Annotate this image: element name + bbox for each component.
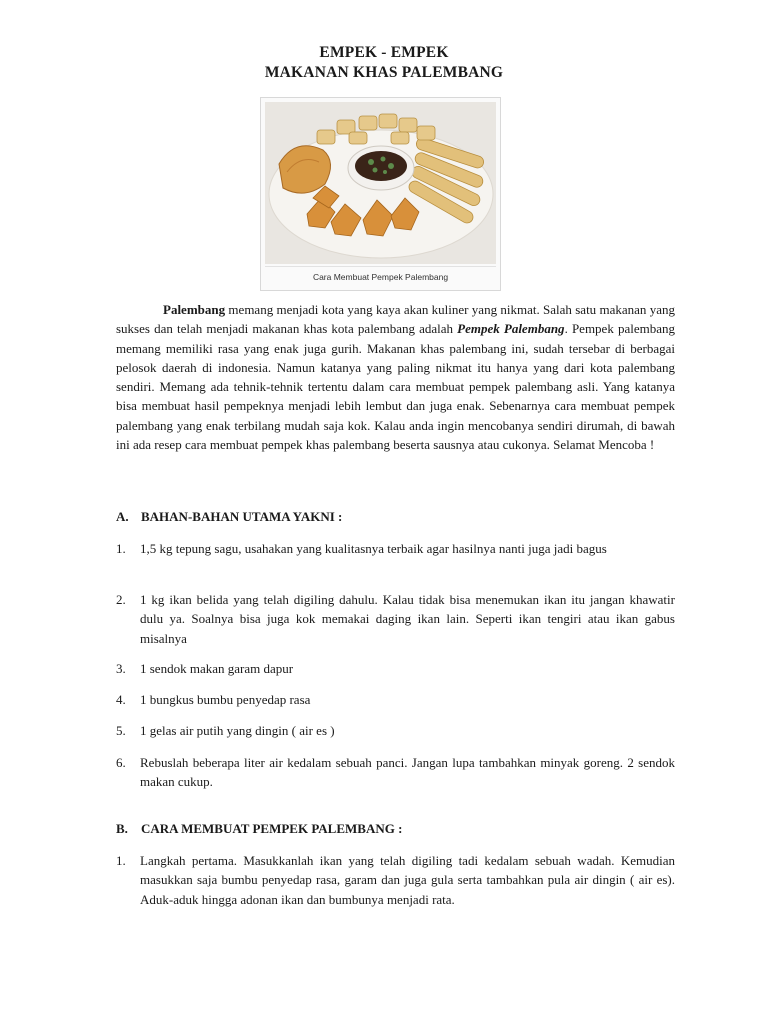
caption-divider <box>265 266 496 267</box>
intro-bold-word: Palembang <box>163 302 226 317</box>
list-item-number: 1. <box>116 853 126 868</box>
section-a-letter: A. <box>116 509 129 524</box>
list-item-text: 1 gelas air putih yang dingin ( air es ) <box>140 723 335 738</box>
list-item-number: 3. <box>116 661 126 676</box>
list-item <box>116 690 675 709</box>
section-b-heading <box>116 821 402 837</box>
list-item-text: Rebuslah beberapa liter air kedalam sebuah panci. Jangan lupa tambahkan minyak goreng. 2 sendok makan cukup. <box>140 755 675 790</box>
pempek-plate-image <box>265 102 496 264</box>
list-item <box>116 659 675 678</box>
section-a-title: BAHAN-BAHAN UTAMA YAKNI : <box>141 509 343 524</box>
list-item-text: 1 kg ikan belida yang telah digiling dahulu. Kalau tidak bisa menemukan ikan itu jangan khawatir dulu ya. Soalnya bisa juga kok memakai daging ikan lain. Seperti ikan tengiri atau ikan gabus misalnya <box>140 592 675 646</box>
list-item-number: 6. <box>116 755 126 770</box>
list-item-text: 1 bungkus bumbu penyedap rasa <box>140 692 311 707</box>
list-item-number: 2. <box>116 592 126 607</box>
section-b-title: CARA MEMBUAT PEMPEK PALEMBANG : <box>141 821 403 836</box>
list-item-text: 1,5 kg tepung sagu, usahakan yang kualitasnya terbaik agar hasilnya nanti juga jadi bagus <box>140 541 607 556</box>
list-item-number: 4. <box>116 692 126 707</box>
list-item-text: Langkah pertama. Masukkanlah ikan yang telah digiling tadi kedalam sebuah wadah. Kemudian masukkan saja bumbu penyedap rasa, garam dan juga gula serta tambahkan pula air dingin ( air es). Aduk-aduk hingga adonan ikan dan bumbunya menjadi rata. <box>140 853 675 907</box>
list-item-number: 5. <box>116 723 126 738</box>
list-item <box>116 753 675 792</box>
figure-caption: Cara Membuat Pempek Palembang <box>312 272 449 282</box>
intro-paragraph <box>116 300 675 454</box>
list-item <box>116 539 675 558</box>
intro-text-b: . Pempek palembang memang memiliki rasa yang enak juga gurih. Makanan khas palembang ini, sudah tersebar di berbagai pelosok daerah di indonesia. Namun katanya yang paling nikmat itu hanya yang dari kota palembang sendiri. Memang ada tehnik-tehnik tertentu dalam cara membuat pempek palembang asli. Yang katanya bisa membuat hasil pempeknya menjadi lebih lembut dan juga enak. Sebenarnya cara membuat pempek palembang yang enak terbilang mudah saja kok. Kalau anda ingin mencobanya sendiri dirumah, di bawah ini ada resep cara membuat pempek khas palembang beserta sausnya atau cukonya. Selamat Mencoba ! <box>116 321 675 453</box>
section-a-heading <box>116 509 342 525</box>
document-subtitle: MAKANAN KHAS PALEMBANG <box>264 64 504 81</box>
list-item <box>116 721 675 740</box>
section-b-letter: B. <box>116 821 128 836</box>
intro-bold-italic: Pempek Palembang <box>457 321 565 337</box>
pempek-photo-figure <box>260 97 501 291</box>
list-item-number: 1. <box>116 541 126 556</box>
list-item-text: 1 sendok makan garam dapur <box>140 661 294 676</box>
intro-text-a: memang menjadi kota yang kaya akan kuliner yang nikmat. Salah satu makanan yang sukses dan telah menjadi makanan khas kota palembang adalah <box>116 302 675 337</box>
document-title: EMPEK - EMPEK <box>319 44 449 61</box>
list-item <box>116 851 675 909</box>
list-item <box>116 590 675 648</box>
